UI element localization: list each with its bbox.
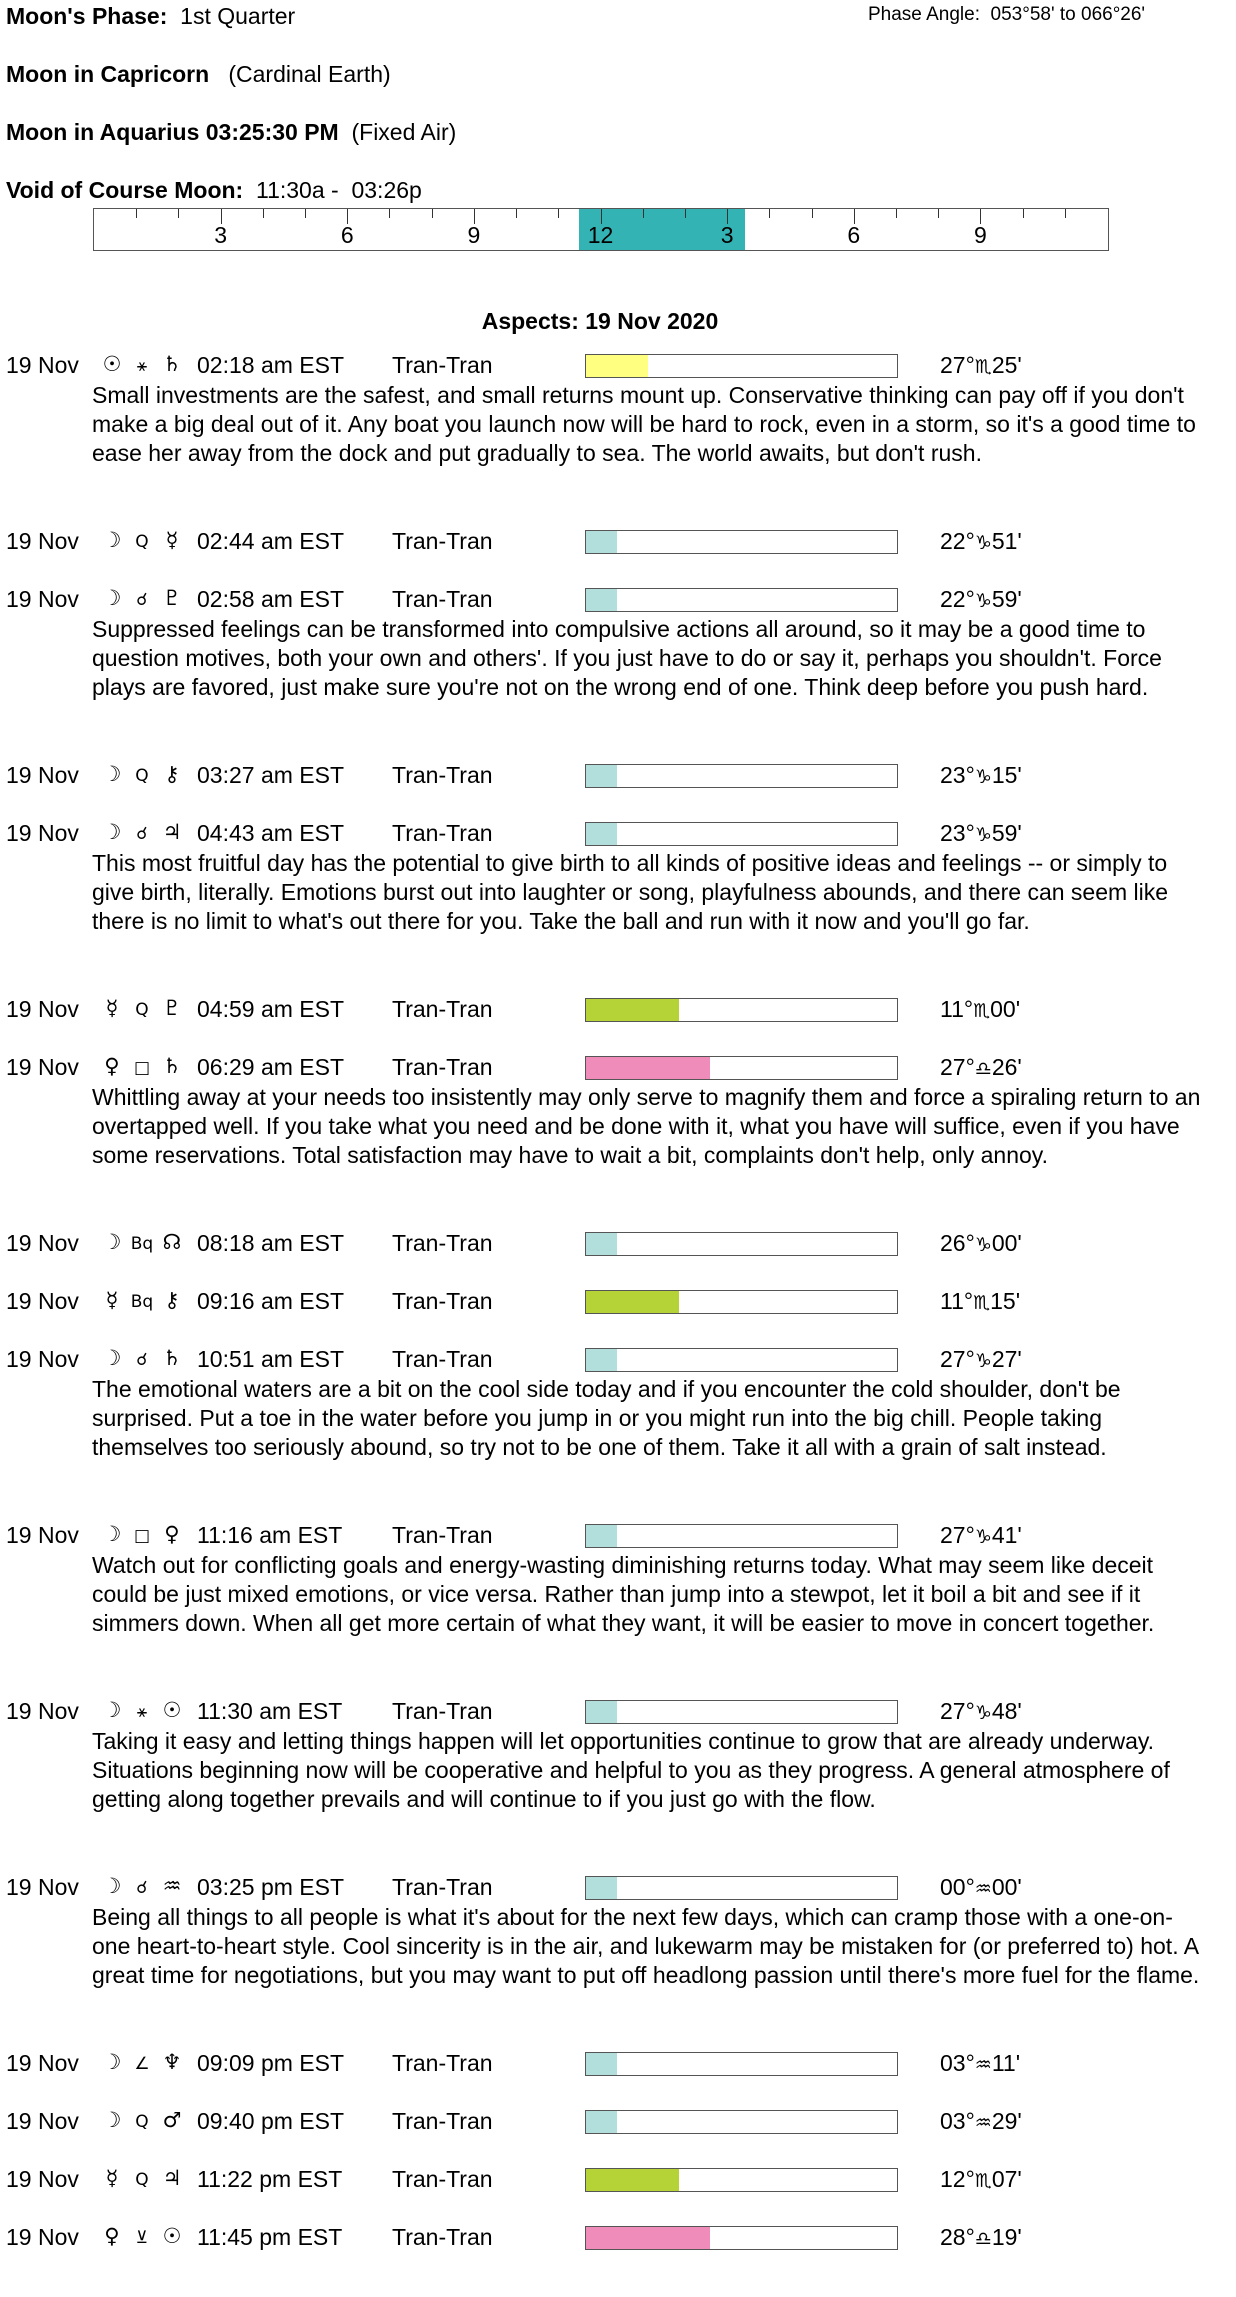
position-minutes: 19'	[991, 2224, 1022, 2250]
aspect-date: 19 Nov	[6, 352, 79, 378]
aspect-row	[0, 1054, 1236, 1084]
aspect-glyphs	[97, 1522, 193, 1546]
moon-phase-line	[6, 3, 295, 30]
position-degrees: 27°	[940, 1698, 975, 1724]
aspect-time: 08:18 am EST	[197, 1230, 345, 1256]
zodiac-sign-icon: ♑	[974, 1234, 992, 1256]
planet-2-icon: ♇	[162, 586, 182, 610]
zodiac-sign-icon: ♑	[974, 766, 992, 788]
aspect-strength-fill	[586, 999, 679, 1021]
aspect-position	[940, 352, 1022, 379]
planet-2-icon: ☉	[162, 2224, 182, 2248]
planet-1-icon: ☽	[102, 1230, 122, 1254]
aspect-date: 19 Nov	[6, 1054, 79, 1080]
planet-2-icon: ♄	[162, 1054, 182, 1078]
aspect-date: 19 Nov	[6, 1522, 79, 1548]
aspect-strength-fill	[586, 1233, 617, 1255]
aspect-row	[0, 2108, 1236, 2138]
aspect-strength-bar	[585, 822, 898, 846]
void-of-course-line	[6, 177, 422, 204]
planet-1-icon: ☉	[102, 352, 122, 376]
position-minutes: 15'	[991, 762, 1022, 788]
position-degrees: 27°	[940, 352, 975, 378]
aspect-glyphs	[97, 762, 193, 786]
position-minutes: 29'	[991, 2108, 1022, 2134]
timeline-tick	[685, 209, 686, 218]
planet-1-icon: ☽	[102, 1522, 122, 1546]
aspect-date: 19 Nov	[6, 1346, 79, 1372]
aspect-position	[940, 820, 1022, 847]
aspect-strength-bar	[585, 998, 898, 1022]
aspect-time: 02:58 am EST	[197, 586, 345, 612]
aspect-strength-fill	[586, 2227, 710, 2249]
planet-1-icon: ☽	[102, 762, 122, 786]
moon-ingress-line	[6, 119, 456, 146]
aspect-kind: Tran-Tran	[392, 1230, 493, 1256]
void-of-course-timeline	[93, 208, 1109, 251]
aspect-type-icon: ☌	[136, 590, 148, 610]
timeline-tick	[938, 209, 939, 218]
aspect-kind: Tran-Tran	[392, 2224, 493, 2250]
aspect-position	[940, 1230, 1022, 1257]
aspect-glyphs	[97, 1054, 193, 1078]
aspect-type-icon: Q	[135, 766, 149, 786]
aspect-kind: Tran-Tran	[392, 1054, 493, 1080]
aspect-type-icon: ☌	[136, 824, 148, 844]
moon-ingress-quality: (Fixed Air)	[351, 119, 457, 145]
aspect-position	[940, 528, 1022, 555]
zodiac-sign-icon: ♒	[974, 2054, 992, 2076]
planet-1-icon: ☽	[102, 2050, 122, 2074]
aspect-row	[0, 2050, 1236, 2080]
aspect-position	[940, 586, 1022, 613]
position-degrees: 22°	[940, 586, 975, 612]
aspect-time: 10:51 am EST	[197, 1346, 345, 1372]
aspect-glyphs	[97, 2050, 193, 2074]
planet-1-icon: ☽	[102, 586, 122, 610]
aspect-time: 11:22 pm EST	[197, 2166, 343, 2192]
position-minutes: 51'	[991, 528, 1022, 554]
timeline-tick	[516, 209, 517, 218]
zodiac-sign-icon: ♏	[973, 1292, 991, 1314]
aspect-position	[940, 1054, 1022, 1081]
aspect-position	[940, 2050, 1020, 2077]
aspect-date: 19 Nov	[6, 1230, 79, 1256]
planet-1-icon: ♀	[104, 1054, 120, 1078]
aspect-strength-bar	[585, 354, 898, 378]
aspect-row	[0, 1522, 1236, 1552]
aspect-type-icon: Q	[135, 532, 149, 552]
aspect-time: 04:59 am EST	[197, 996, 345, 1022]
timeline-hour-label: 9	[467, 222, 481, 248]
planet-2-icon: ♃	[162, 820, 182, 844]
aspect-kind: Tran-Tran	[392, 1522, 493, 1548]
aspect-strength-fill	[586, 1525, 617, 1547]
aspect-type-icon: Bq	[130, 1234, 154, 1254]
aspect-kind: Tran-Tran	[392, 2166, 493, 2192]
position-degrees: 28°	[940, 2224, 975, 2250]
timeline-tick	[812, 209, 813, 218]
position-minutes: 11'	[991, 2050, 1021, 2076]
aspect-time: 11:45 pm EST	[197, 2224, 343, 2250]
position-degrees: 23°	[940, 820, 975, 846]
aspect-date: 19 Nov	[6, 2050, 79, 2076]
timeline-tick	[136, 209, 137, 218]
aspect-glyphs	[97, 1288, 193, 1312]
planet-1-icon: ☽	[102, 1346, 122, 1370]
planet-2-icon: ♇	[162, 996, 182, 1020]
timeline-tick	[389, 209, 390, 218]
aspect-strength-bar	[585, 1056, 898, 1080]
aspect-time: 09:09 pm EST	[197, 2050, 345, 2076]
aspect-position	[940, 1698, 1022, 1725]
aspect-strength-bar	[585, 1876, 898, 1900]
aspect-row	[0, 528, 1236, 558]
planet-1-icon: ☿	[105, 2166, 119, 2190]
aspect-date: 19 Nov	[6, 762, 79, 788]
aspect-strength-fill	[586, 589, 617, 611]
moon-sign-line	[6, 61, 391, 88]
planet-1-icon: ☿	[105, 1288, 119, 1312]
position-degrees: 27°	[940, 1054, 975, 1080]
aspect-type-icon: ⊻	[135, 2228, 149, 2248]
aspect-type-icon: ⚹	[136, 1702, 148, 1722]
aspect-time: 09:40 pm EST	[197, 2108, 345, 2134]
aspect-strength-bar	[585, 530, 898, 554]
timeline-tick	[1065, 209, 1066, 218]
aspect-glyphs	[97, 586, 193, 610]
aspect-type-icon: Q	[135, 2112, 149, 2132]
position-minutes: 26'	[991, 1054, 1022, 1080]
aspect-row	[0, 1230, 1236, 1260]
timeline-tick	[432, 209, 433, 218]
aspect-row	[0, 352, 1236, 382]
planet-1-icon: ☽	[102, 528, 122, 552]
timeline-tick	[263, 209, 264, 218]
aspect-date: 19 Nov	[6, 2166, 79, 2192]
aspect-glyphs	[97, 820, 193, 844]
aspect-glyphs	[97, 528, 193, 552]
aspect-position	[940, 2224, 1022, 2251]
aspect-type-icon: Q	[135, 2170, 149, 2190]
aspect-kind: Tran-Tran	[392, 1698, 493, 1724]
timeline-tick	[769, 209, 770, 218]
aspect-date: 19 Nov	[6, 820, 79, 846]
aspect-date: 19 Nov	[6, 2108, 79, 2134]
phase-angle: Phase Angle: 053°58' to 066°26'	[868, 4, 1146, 25]
aspect-position	[940, 2166, 1022, 2193]
aspect-strength-bar	[585, 1232, 898, 1256]
aspect-strength-bar	[585, 2110, 898, 2134]
aspect-kind: Tran-Tran	[392, 352, 493, 378]
aspect-date: 19 Nov	[6, 1288, 79, 1314]
aspect-time: 03:27 am EST	[197, 762, 345, 788]
aspect-strength-fill	[586, 2111, 617, 2133]
aspect-row	[0, 2166, 1236, 2196]
aspect-date: 19 Nov	[6, 1698, 79, 1724]
aspect-date: 19 Nov	[6, 2224, 79, 2250]
aspect-interpretation: Watch out for conflicting goals and energy-wasting diminishing returns today. What may seem like deceit could be just mixed emotions, or vice versa. Rather than jump into a stewpot, let it boil a bit and see if it simmers down. When all get more certain of what they want, it will be easier to move in concert together.	[92, 1552, 1155, 1636]
planet-1-icon: ☽	[102, 820, 122, 844]
aspect-interpretation: Whittling away at your needs too insistently may only serve to magnify them and force a spiraling return to an overtapped well. If you take what you need and be done with it, what you have will suffice, even if you have some reservations. Total satisfaction may have to wait a bit, complaints don't help, only annoy.	[92, 1084, 1201, 1168]
position-minutes: 00'	[991, 1874, 1022, 1900]
aspect-glyphs	[97, 2224, 193, 2248]
timeline-hour-label: 6	[340, 222, 354, 248]
timeline-hour-label: 3	[214, 222, 228, 248]
timeline-tick	[896, 209, 897, 218]
aspect-strength-fill	[586, 765, 617, 787]
aspect-strength-bar	[585, 2226, 898, 2250]
aspect-row	[0, 762, 1236, 792]
aspect-kind: Tran-Tran	[392, 1346, 493, 1372]
timeline-tick	[1023, 209, 1024, 218]
aspect-row	[0, 1288, 1236, 1318]
moon-ingress-label: Moon in Aquarius 03:25:30 PM	[6, 119, 339, 145]
aspect-time: 02:18 am EST	[197, 352, 345, 378]
aspect-time: 11:16 am EST	[197, 1522, 343, 1548]
aspect-position	[940, 1522, 1022, 1549]
aspect-position	[940, 996, 1020, 1023]
voc-label: Void of Course Moon:	[6, 177, 244, 203]
moon-sign-label: Moon in Capricorn	[6, 61, 210, 87]
position-degrees: 27°	[940, 1522, 975, 1548]
planet-2-icon: ⚷	[164, 762, 180, 786]
aspect-glyphs	[97, 1346, 193, 1370]
planet-2-icon: ♄	[162, 352, 182, 376]
aspect-interpretation: This most fruitful day has the potential to give birth to all kinds of positive ideas and feelings -- or simply to give birth, literally. Emotions burst out into laughter or song, playfulness abounds, and there can seem like there is no limit to what's out there for you. Take the ball and run with it now and you'll go far.	[92, 850, 1169, 934]
aspect-kind: Tran-Tran	[392, 2050, 493, 2076]
aspect-position	[940, 1346, 1022, 1373]
aspect-strength-fill	[586, 1701, 617, 1723]
aspect-glyphs	[97, 1230, 193, 1254]
timeline-hour-label: 12	[587, 222, 614, 248]
aspect-kind: Tran-Tran	[392, 2108, 493, 2134]
zodiac-sign-icon: ♑	[974, 824, 992, 846]
aspects-title: Aspects: 19 Nov 2020	[481, 308, 719, 334]
position-minutes: 15'	[990, 1288, 1021, 1314]
position-minutes: 07'	[991, 2166, 1022, 2192]
aspect-row	[0, 996, 1236, 1026]
zodiac-sign-icon: ♏	[973, 1000, 991, 1022]
aspect-interpretation: Small investments are the safest, and small returns mount up. Conservative thinking can pay off if you don't make a big deal out of it. Any boat you launch now will be hard to rock, even in a storm, so it's a good time to ease her away from the dock and put gradually to sea. The world awaits, but don't rush.	[92, 382, 1196, 466]
aspect-row	[0, 2224, 1236, 2254]
planet-2-icon: ♃	[162, 2166, 182, 2190]
aspect-type-icon: ∠	[134, 2054, 150, 2074]
aspect-strength-bar	[585, 1290, 898, 1314]
aspect-time: 06:29 am EST	[197, 1054, 345, 1080]
position-degrees: 11°	[940, 1288, 974, 1314]
position-minutes: 27'	[991, 1346, 1022, 1372]
timeline-hour-label: 6	[847, 222, 861, 248]
aspect-strength-fill	[586, 1057, 710, 1079]
position-degrees: 11°	[940, 996, 974, 1022]
aspect-glyphs	[97, 2108, 193, 2132]
planet-2-icon: ☊	[162, 1230, 182, 1254]
aspect-glyphs	[97, 2166, 193, 2190]
aspect-strength-fill	[586, 2053, 617, 2075]
aspect-type-icon: Q	[135, 1000, 149, 1020]
aspect-strength-fill	[586, 1877, 617, 1899]
aspect-position	[940, 1874, 1022, 1901]
aspect-date: 19 Nov	[6, 1874, 79, 1900]
aspect-glyphs	[97, 352, 193, 376]
zodiac-sign-icon: ♏	[974, 356, 992, 378]
aspect-kind: Tran-Tran	[392, 1874, 493, 1900]
zodiac-sign-icon: ♒	[974, 2112, 992, 2134]
aspect-row	[0, 820, 1236, 850]
planet-2-icon: ♀	[164, 1522, 180, 1546]
voc-value: 11:30a - 03:26p	[256, 177, 422, 203]
aspect-position	[940, 762, 1022, 789]
aspect-time: 09:16 am EST	[197, 1288, 345, 1314]
aspect-type-icon: □	[133, 1058, 151, 1078]
position-minutes: 59'	[991, 820, 1022, 846]
timeline-tick	[305, 209, 306, 218]
position-degrees: 00°	[940, 1874, 975, 1900]
aspect-strength-bar	[585, 1524, 898, 1548]
aspect-type-icon: ☌	[136, 1350, 148, 1370]
planet-2-icon: ♒	[162, 1874, 182, 1898]
aspect-row	[0, 586, 1236, 616]
aspect-kind: Tran-Tran	[392, 996, 493, 1022]
aspect-strength-bar	[585, 2052, 898, 2076]
aspect-interpretation: Being all things to all people is what it's about for the next few days, which can cramp those with a one-on-one heart-to-heart style. Cool sincerity is in the air, and lukewarm may be mistaken for (or preferred to) hot. A great time for negotiations, but you may want to put off headlong passion until there's more fuel for the flame.	[92, 1904, 1200, 1988]
planet-2-icon: ♄	[162, 1346, 182, 1370]
aspect-strength-bar	[585, 588, 898, 612]
position-degrees: 23°	[940, 762, 975, 788]
position-degrees: 26°	[940, 1230, 975, 1256]
planet-2-icon: ⚷	[164, 1288, 180, 1312]
aspect-interpretation: Suppressed feelings can be transformed into compulsive actions all around, so it may be a good time to question motives, both your own and others'. If you just have to do or say it, perhaps you shouldn't. Force plays are favored, just make sure you're not on the wrong end of one. Think deep before you push hard.	[92, 616, 1162, 700]
aspect-type-icon: □	[133, 1526, 151, 1546]
position-degrees: 03°	[940, 2108, 975, 2134]
zodiac-sign-icon: ♑	[974, 1702, 992, 1724]
aspect-kind: Tran-Tran	[392, 528, 493, 554]
planet-1-icon: ☽	[102, 2108, 122, 2132]
aspect-date: 19 Nov	[6, 528, 79, 554]
position-degrees: 12°	[940, 2166, 975, 2192]
aspect-row	[0, 1346, 1236, 1376]
zodiac-sign-icon: ♏	[974, 2170, 992, 2192]
zodiac-sign-icon: ♑	[974, 1350, 992, 1372]
aspect-strength-fill	[586, 1291, 679, 1313]
timeline-hour-label: 9	[973, 222, 987, 248]
planet-1-icon: ☿	[105, 996, 119, 1020]
aspect-date: 19 Nov	[6, 996, 79, 1022]
aspect-type-icon: ⚹	[136, 356, 148, 376]
zodiac-sign-icon: ♒	[974, 1878, 992, 1900]
aspect-kind: Tran-Tran	[392, 820, 493, 846]
aspect-strength-bar	[585, 1700, 898, 1724]
moon-sign-quality: (Cardinal Earth)	[228, 61, 391, 87]
aspect-row	[0, 1874, 1236, 1904]
aspect-type-icon: ☌	[136, 1878, 148, 1898]
moon-phase-value: 1st Quarter	[180, 3, 296, 29]
moon-phase-label: Moon's Phase:	[6, 3, 168, 29]
planet-1-icon: ♀	[104, 2224, 120, 2248]
aspect-time: 04:43 am EST	[197, 820, 345, 846]
aspect-strength-fill	[586, 823, 617, 845]
aspect-strength-bar	[585, 2168, 898, 2192]
aspect-kind: Tran-Tran	[392, 762, 493, 788]
aspect-time: 02:44 am EST	[197, 528, 345, 554]
aspect-glyphs	[97, 1698, 193, 1722]
planet-2-icon: ♆	[162, 2050, 182, 2074]
position-minutes: 00'	[990, 996, 1021, 1022]
aspect-interpretation: The emotional waters are a bit on the cool side today and if you encounter the cold shoulder, don't be surprised. Put a toe in the water before you jump in or you might run into the big chill. People taking themselves too seriously abound, so try not to be one of them. Take it all with a grain of salt instead.	[92, 1376, 1121, 1460]
planet-1-icon: ☽	[102, 1698, 122, 1722]
zodiac-sign-icon: ♑	[974, 590, 992, 612]
aspect-type-icon: Bq	[130, 1292, 154, 1312]
aspect-strength-fill	[586, 2169, 679, 2191]
timeline-tick	[643, 209, 644, 218]
aspect-time: 03:25 pm EST	[197, 1874, 345, 1900]
position-degrees: 27°	[940, 1346, 975, 1372]
aspect-position	[940, 2108, 1022, 2135]
position-degrees: 03°	[940, 2050, 975, 2076]
position-minutes: 48'	[991, 1698, 1022, 1724]
aspect-position	[940, 1288, 1020, 1315]
position-minutes: 00'	[991, 1230, 1022, 1256]
zodiac-sign-icon: ♑	[974, 1526, 992, 1548]
planet-2-icon: ☿	[165, 528, 179, 552]
aspect-time: 11:30 am EST	[197, 1698, 343, 1724]
planet-1-icon: ☽	[102, 1874, 122, 1898]
aspect-date: 19 Nov	[6, 586, 79, 612]
zodiac-sign-icon: ♎	[974, 2228, 992, 2250]
aspect-strength-fill	[586, 1349, 617, 1371]
position-minutes: 25'	[991, 352, 1022, 378]
aspect-strength-bar	[585, 1348, 898, 1372]
aspect-strength-bar	[585, 764, 898, 788]
planet-2-icon: ♂	[162, 2108, 182, 2132]
timeline-tick	[558, 209, 559, 218]
aspect-row	[0, 1698, 1236, 1728]
aspect-glyphs	[97, 996, 193, 1020]
position-minutes: 59'	[991, 586, 1022, 612]
timeline-tick	[178, 209, 179, 218]
aspect-strength-fill	[586, 355, 648, 377]
aspect-interpretation: Taking it easy and letting things happen will let opportunities continue to grow that are already underway. Situations beginning now will be cooperative and helpful to you as they progress. A general atmosphere of getting along together prevails and will continue to if you just go with the flow.	[92, 1728, 1170, 1812]
planet-2-icon: ☉	[162, 1698, 182, 1722]
timeline-hour-label: 3	[720, 222, 734, 248]
position-degrees: 22°	[940, 528, 975, 554]
aspect-kind: Tran-Tran	[392, 586, 493, 612]
aspect-kind: Tran-Tran	[392, 1288, 493, 1314]
zodiac-sign-icon: ♎	[974, 1058, 992, 1080]
aspect-glyphs	[97, 1874, 193, 1898]
position-minutes: 41'	[991, 1522, 1022, 1548]
zodiac-sign-icon: ♑	[974, 532, 992, 554]
aspect-strength-fill	[586, 531, 617, 553]
